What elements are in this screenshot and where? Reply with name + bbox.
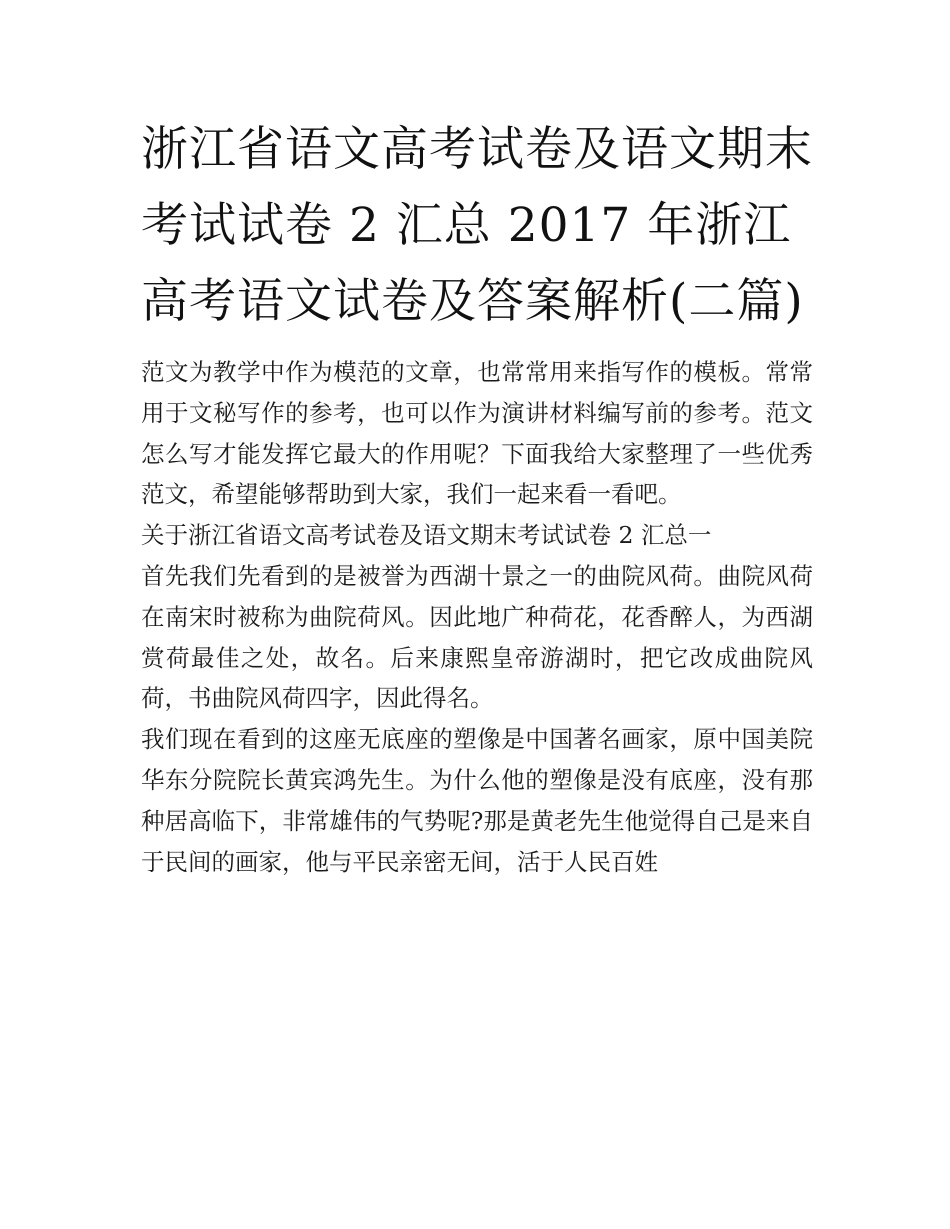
paragraph-section-heading: 关于浙江省语文高考试卷及语文期末考试试卷 2 汇总一: [141, 521, 712, 550]
paragraph-statue: 我们现在看到的这座无底座的塑像是中国著名画家，原中国美院华东分院院长黄宾鸿先生。为什么他的塑像是没有底座，没有那种居高临下，非常雄伟的气势呢?那是黄老先生他觉得自己是来自于民间的画家，他与平民亲密无间，活于人民百姓: [141, 725, 813, 876]
document-body: [141, 352, 813, 882]
paragraph-quyuan-fenghe: 首先我们先看到的是被誉为西湖十景之一的曲院风荷。曲院风荷在南宋时被称为曲院荷风。因此地广种荷花，花香醉人，为西湖赏荷最佳之处，故名。后来康熙皇帝游湖时，把它改成曲院风荷，书曲院风荷四字，因此得名。: [141, 561, 813, 713]
paragraph-intro: 范文为教学中作为模范的文章，也常常用来指写作的模板。常常用于文秘写作的参考，也可以作为演讲材料编写前的参考。范文怎么写才能发挥它最大的作用呢？下面我给大家整理了一些优秀范文，希望能够帮助到大家，我们一起来看一看吧。: [141, 358, 813, 509]
document-title: 浙江省语文高考试卷及语文期末考试试卷 2 汇总 2017 年浙江高考语文试卷及答案解析(二篇): [141, 122, 813, 329]
document-content: [141, 112, 813, 882]
